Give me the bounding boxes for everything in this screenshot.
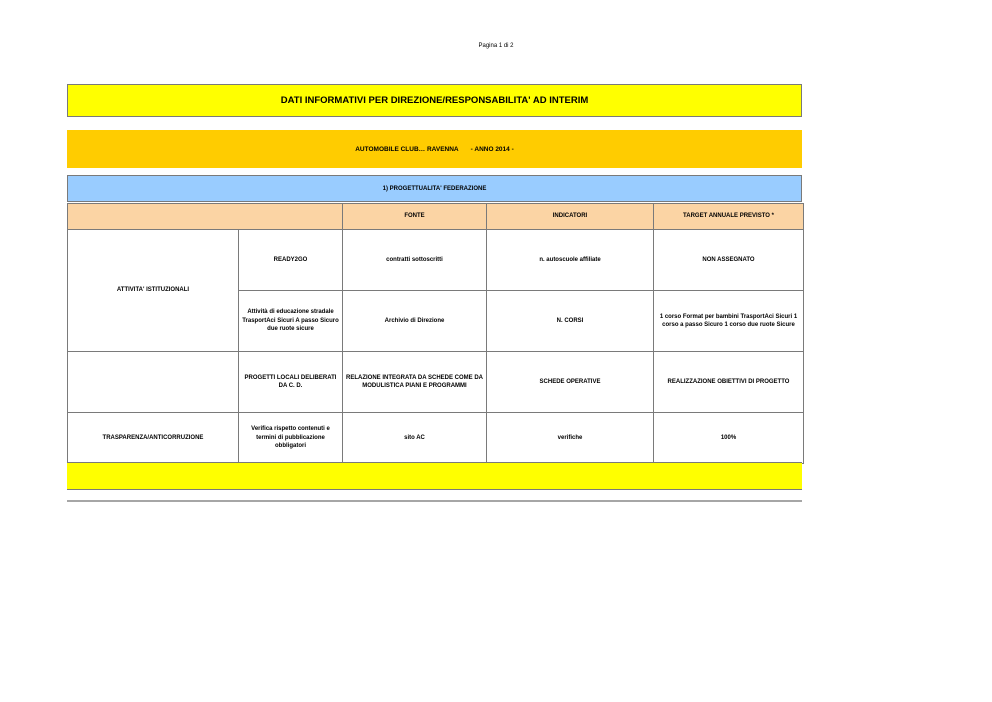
ready-fonte: contratti sottoscritti [343, 230, 487, 291]
club-name: AUTOMOBILE CLUB… RAVENNA [355, 145, 459, 153]
table-row [68, 413, 804, 464]
area-trasparenza: TRASPARENZA/ANTICORRUZIONE [68, 413, 239, 464]
table-header-row [68, 204, 804, 230]
progetti-area-blank [68, 352, 239, 413]
club-year: - ANNO 2014 - [470, 145, 514, 153]
trasparenza-label: Verifica rispetto contenuti e termini di pubblicazione obbligatori [239, 413, 343, 464]
document-title: DATI INFORMATIVI PER DIREZIONE/RESPONSABILITA' AD INTERIM [67, 84, 802, 117]
ready-label: READY2GO [239, 230, 343, 291]
educazione-label: Attività di educazione stradale TrasportAci Sicuri A passo Sicuro due ruote sicure [239, 291, 343, 352]
educazione-target: 1 corso Format per bambini TrasportAci Sicuri 1 corso a passo Sicuro 1 corso due ruote Sicure [654, 291, 804, 352]
trasparenza-indicatore: verifiche [487, 413, 654, 464]
ready-indicatore: n. autoscuole affiliate [487, 230, 654, 291]
progetti-indicatore: SCHEDE OPERATIVE [487, 352, 654, 413]
section-heading: 1) PROGETTUALITA' FEDERAZIONE [67, 175, 802, 202]
table-row [68, 352, 804, 413]
table-row [68, 230, 804, 291]
progetti-fonte: RELAZIONE INTEGRATA DA SCHEDE COME DA MODULISTICA PIANI E PROGRAMMI [343, 352, 487, 413]
bottom-divider [67, 500, 802, 502]
educazione-indicatore: N. CORSI [487, 291, 654, 352]
page-number: Pagina 1 di 2 [478, 43, 514, 49]
trasparenza-target: 100% [654, 413, 804, 464]
footer-band [67, 462, 802, 490]
header-fonte: FONTE [343, 204, 487, 230]
data-table [67, 203, 804, 464]
trasparenza-fonte: sito AC [343, 413, 487, 464]
header-target: TARGET ANNUALE PREVISTO * [654, 204, 804, 230]
header-blank-cell [68, 204, 343, 230]
header-indicatori: INDICATORI [487, 204, 654, 230]
educazione-fonte: Archivio di Direzione [343, 291, 487, 352]
progetti-label: PROGETTI LOCALI DELIBERATI DA C. D. [239, 352, 343, 413]
club-banner [67, 130, 802, 168]
progetti-target: REALIZZAZIONE OBIETTIVI DI PROGETTO [654, 352, 804, 413]
area-attivita-istituzionali: ATTIVITA' ISTITUZIONALI [68, 230, 239, 352]
ready-target: NON ASSEGNATO [654, 230, 804, 291]
